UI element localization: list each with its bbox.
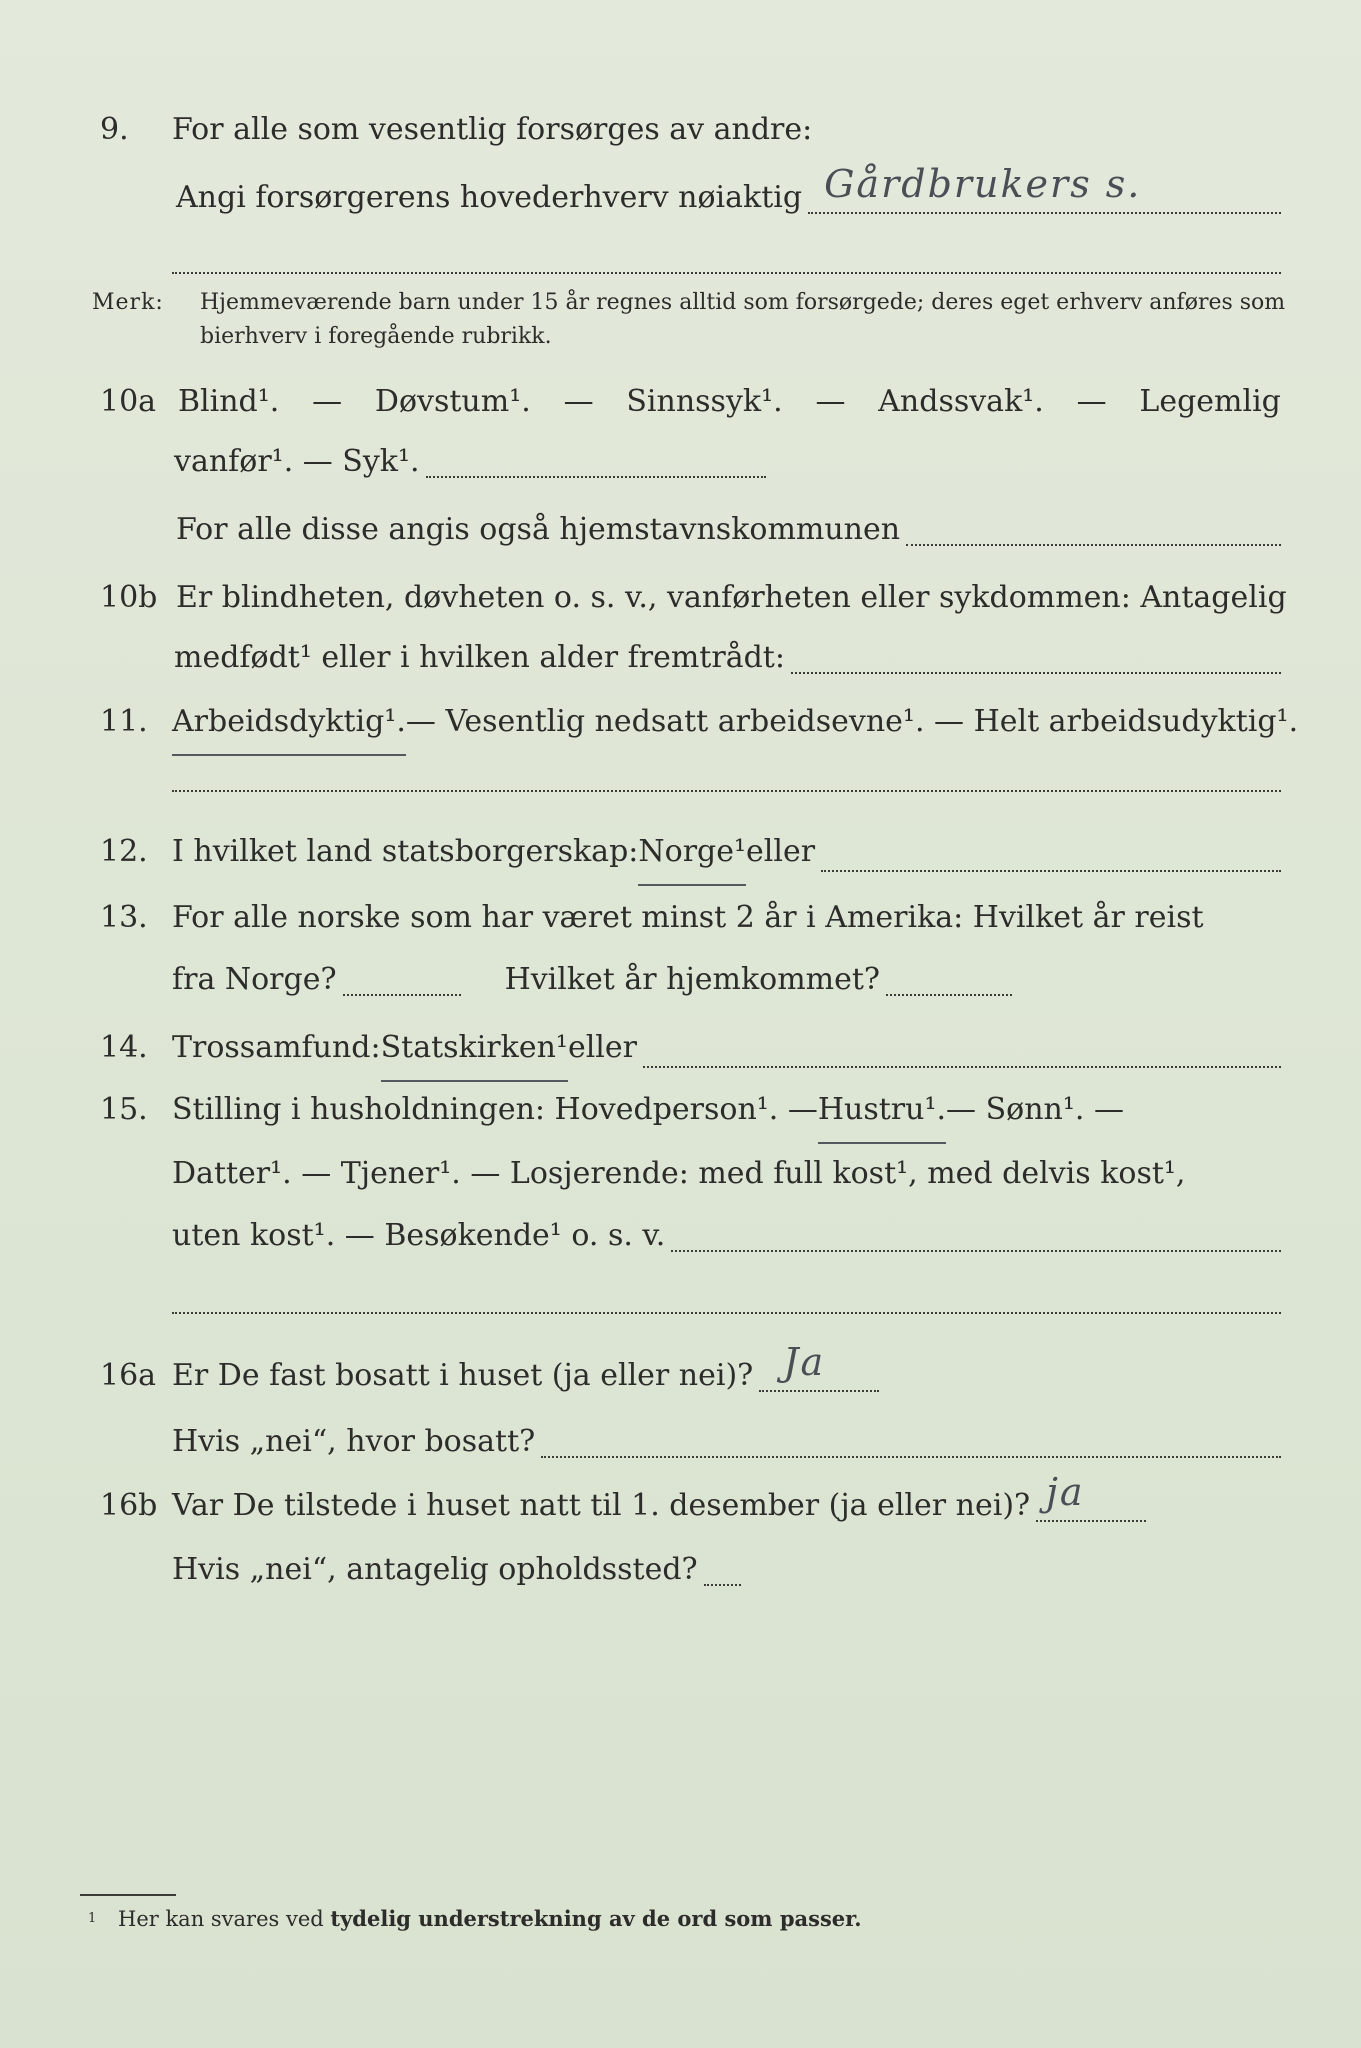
q14-number: 14.: [100, 1030, 148, 1065]
q16a-bosatt-label: Hvis „nei“, hvor bosatt?: [172, 1424, 536, 1459]
option-legemlig[interactable]: Legemlig: [1139, 384, 1281, 419]
footnote-text: Her kan svares ved: [118, 1907, 331, 1931]
q16a-row-2: [0, 1412, 1361, 1472]
option-vanfor-syk[interactable]: vanfør¹. — Syk¹.: [174, 444, 420, 479]
note-text: Hjemmeværende barn under 15 år regnes alltid som forsørgede; deres eget erhverv anføres som bierhverv i foregående rubrikk.: [200, 290, 1286, 349]
q15-answer-field[interactable]: [671, 1250, 1281, 1252]
q12-eller: eller: [746, 834, 816, 869]
option-andssvak[interactable]: Andssvak¹.: [878, 384, 1044, 419]
q10b-row-2: [0, 628, 1361, 688]
dash: —: [815, 384, 846, 419]
q10a-row-1: [0, 372, 1361, 432]
q15-extra-line[interactable]: [172, 1312, 1281, 1314]
q16b-opholdssted-label: Hvis „nei“, antagelig opholdssted?: [172, 1552, 698, 1587]
q16a-answer-field[interactable]: [759, 1340, 879, 1392]
q15-row-1: [0, 1080, 1361, 1140]
q15-row-3: [0, 1206, 1361, 1266]
q9-subquestion: Angi forsørgerens hovederhverv nøiaktig: [176, 180, 803, 215]
q14-answer-field[interactable]: [643, 1066, 1281, 1068]
q16b-row-2: [0, 1540, 1361, 1600]
q16a-bosatt-field[interactable]: [541, 1456, 1281, 1458]
option-statskirken[interactable]: Statskirken¹: [381, 1018, 568, 1082]
q13-question: For alle norske som har været minst 2 år i Amerika: Hvilket år reist: [172, 900, 1204, 935]
q10b-answer-field[interactable]: [791, 672, 1281, 674]
q12-question: I hvilket land statsborgerskap:: [172, 834, 639, 869]
q9-question: For alle som vesentlig forsørges av andre:: [172, 112, 813, 147]
q10a-number: 10a: [100, 384, 157, 419]
footnote-emphasis: tydelig understrekning av de ord som passer.: [330, 1906, 862, 1931]
q14-row: [0, 1018, 1361, 1078]
q13-row-2: [0, 950, 1361, 1010]
q13-reist-field[interactable]: [343, 994, 461, 996]
q10a-hjemstavn-field[interactable]: [906, 544, 1281, 546]
q16b-opholdssted-field[interactable]: [704, 1584, 741, 1586]
q11-number: 11.: [100, 704, 148, 739]
q16a-handwritten-answer: Ja: [783, 1340, 826, 1384]
q10a-options: [178, 372, 1281, 432]
option-dovstum[interactable]: Døvstum¹.: [374, 384, 531, 419]
q10b-subquestion: medfødt¹ eller i hvilken alder fremtrådt:: [174, 640, 785, 675]
q16b-number: 16b: [100, 1488, 158, 1523]
q16a-number: 16a: [100, 1358, 157, 1393]
footnote-mark: 1: [88, 1911, 97, 1926]
q9-extra-line[interactable]: [172, 272, 1281, 274]
option-blind[interactable]: Blind¹.: [178, 384, 280, 419]
q11-row: [0, 692, 1361, 752]
dash: —: [312, 384, 343, 419]
option-norge[interactable]: Norge¹: [638, 822, 746, 886]
q16b-row-1: [0, 1470, 1361, 1536]
q11-extra-line[interactable]: [172, 790, 1281, 792]
q12-answer-field[interactable]: [821, 870, 1281, 872]
footnote-rule: [80, 1894, 176, 1896]
q10a-syk-field[interactable]: [426, 476, 766, 478]
option-arbeidsdyktig[interactable]: Arbeidsdyktig¹.: [172, 692, 406, 756]
dash: —: [563, 384, 594, 419]
q15-options-3[interactable]: uten kost¹. — Besøkende¹ o. s. v.: [172, 1218, 666, 1253]
q9-handwritten-answer: Gårdbrukers s.: [824, 162, 1142, 206]
q16b-question: Var De tilstede i huset natt til 1. desember (ja eller nei)?: [172, 1488, 1031, 1523]
q15-sonn[interactable]: — Sønn¹. —: [946, 1092, 1124, 1127]
q9-row-2: [0, 162, 1361, 228]
dash: —: [1076, 384, 1107, 419]
q12-number: 12.: [100, 834, 148, 869]
q11-other-options[interactable]: — Vesentlig nedsatt arbeidsevne¹. — Helt arbeidsudyktig¹.: [405, 704, 1299, 739]
q9-number: 9.: [100, 112, 129, 147]
q10a-row-3: [0, 500, 1361, 560]
q15-question[interactable]: Stilling i husholdningen: Hovedperson¹. —: [172, 1092, 818, 1127]
q9-answer-field[interactable]: [808, 162, 1281, 214]
q15-row-2: [0, 1144, 1361, 1204]
q12-row: [0, 822, 1361, 882]
q15-number: 15.: [100, 1092, 148, 1127]
q10b-row-1: [0, 568, 1361, 628]
q14-eller: eller: [567, 1030, 637, 1065]
note-label: Merk:: [92, 290, 164, 315]
q15-options-2[interactable]: Datter¹. — Tjener¹. — Losjerende: med full kost¹, med delvis kost¹,: [172, 1156, 1186, 1191]
q16a-row-1: [0, 1340, 1361, 1406]
q16b-answer-field[interactable]: [1036, 1470, 1146, 1522]
option-hustru[interactable]: Hustru¹.: [818, 1080, 946, 1144]
q10b-question: Er blindheten, døvheten o. s. v., vanførheten eller sykdommen: Antagelig: [176, 580, 1287, 615]
q13-hjemkommet-field[interactable]: [886, 994, 1012, 996]
q13-hjemkommet-label: Hvilket år hjemkommet?: [504, 962, 881, 997]
q14-question: Trossamfund:: [172, 1030, 381, 1065]
footnote: [88, 1904, 862, 1934]
q10a-row-2: [0, 432, 1361, 492]
q13-reist-label: fra Norge?: [172, 962, 337, 997]
q10a-hjemstavn-label: For alle disse angis også hjemstavnskommunen: [176, 512, 901, 547]
q13-row-1: [0, 888, 1361, 948]
q16a-question: Er De fast bosatt i huset (ja eller nei)?: [172, 1358, 754, 1393]
q16b-handwritten-answer: ja: [1046, 1470, 1085, 1514]
q9-row-1: [0, 100, 1361, 160]
option-sinnssyk[interactable]: Sinnssyk¹.: [626, 384, 783, 419]
q10b-number: 10b: [100, 580, 158, 615]
q13-number: 13.: [100, 900, 148, 935]
